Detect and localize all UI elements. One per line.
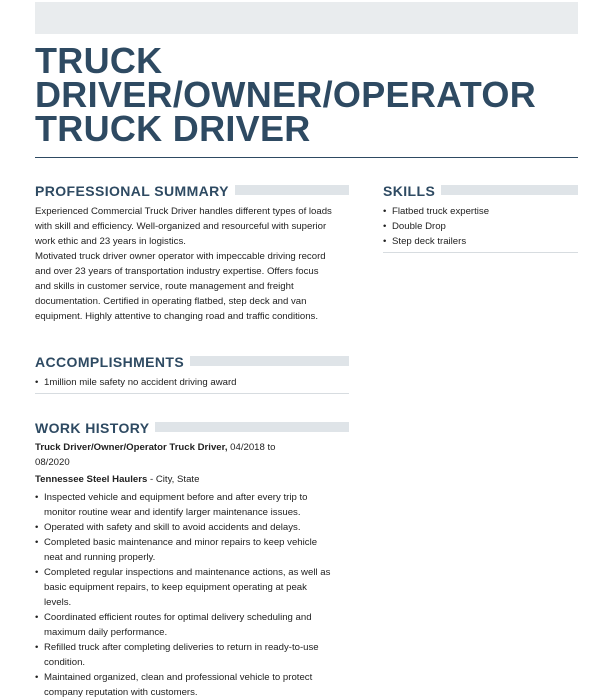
summary-line: with skill and efficiency. Well-organized and resourceful with superior — [35, 221, 327, 232]
duty-line: neat and running properly. — [44, 552, 156, 563]
summary-line: equipment. Highly attentive to changing road and traffic conditions. — [35, 311, 319, 322]
duty-item — [35, 535, 349, 565]
duty-line: basic equipment repairs, to keep equipment operating at peak — [44, 582, 307, 593]
skill-item: • Double Drop — [383, 219, 578, 234]
duty-line: company reputation with customers. — [44, 687, 198, 698]
summary-line: Experienced Commercial Truck Driver handles different types of loads — [35, 206, 332, 217]
job-dates: 04/2018 to — [227, 442, 276, 453]
skill-item: • Flatbed truck expertise — [383, 204, 578, 219]
skills-divider — [383, 252, 578, 253]
section-title: WORK HISTORY — [35, 420, 155, 436]
summary-line: Motivated truck driver owner operator with impeccable driving record — [35, 251, 326, 262]
job-position: Truck Driver/Owner/Operator Truck Driver, — [35, 442, 228, 453]
name-divider — [35, 157, 578, 158]
skills-section — [383, 183, 578, 253]
duty-item — [35, 640, 349, 670]
section-title: SKILLS — [383, 183, 441, 199]
job-title-line — [35, 440, 349, 470]
duty-line: Operated with safety and skill to avoid accidents and delays. — [44, 522, 301, 533]
employer-line — [35, 472, 349, 487]
section-bar — [151, 422, 349, 432]
section-title: PROFESSIONAL SUMMARY — [35, 183, 235, 199]
duty-item — [35, 520, 349, 535]
name-line-3: TRUCK DRIVER — [35, 108, 311, 149]
job-dates-end: 08/2020 — [35, 457, 70, 468]
summary-line: work ethic and 23 years in logistics. — [35, 236, 186, 247]
section-title: ACCOMPLISHMENTS — [35, 354, 190, 370]
skill-item: • Step deck trailers — [383, 234, 578, 249]
header-bar — [35, 2, 578, 34]
section-bar — [185, 356, 349, 366]
summary-line: and skills in customer service, route management and freight — [35, 281, 294, 292]
accomplishments-divider — [35, 393, 349, 394]
duty-line: Maintained organized, clean and professional vehicle to protect — [44, 672, 313, 683]
duty-line: Refilled truck after completing deliveries to return in ready-to-use — [44, 642, 319, 653]
name-line-2: DRIVER/OWNER/OPERATOR — [35, 74, 537, 115]
duty-line: maximum daily performance. — [44, 627, 168, 638]
work-history-section — [35, 420, 349, 700]
duty-item — [35, 565, 349, 610]
summary-line: and over 23 years of transportation industry expertise. Offers focus — [35, 266, 319, 277]
name-line-1: TRUCK — [35, 40, 163, 81]
professional-summary-section — [35, 183, 349, 324]
section-bar — [433, 185, 578, 195]
accomplishments-list — [35, 375, 349, 390]
accomplishments-section — [35, 354, 349, 394]
employer-location: - City, State — [147, 474, 200, 485]
candidate-name — [35, 40, 578, 149]
duty-item — [35, 610, 349, 640]
summary-text — [35, 204, 349, 324]
duty-line: condition. — [44, 657, 86, 668]
duty-item — [35, 490, 349, 520]
duty-line: Inspected vehicle and equipment before and after every trip to — [44, 492, 308, 503]
accomplishment-item: • 1million mile safety no accident driving award — [35, 375, 349, 390]
employer-name: Tennessee Steel Haulers — [35, 474, 148, 485]
duties-list — [35, 490, 349, 700]
duty-line: monitor routine wear and identify larger maintenance issues. — [44, 507, 301, 518]
duty-line: levels. — [44, 597, 72, 608]
summary-line: documentation. Certified in operating flatbed, step deck and van — [35, 296, 307, 307]
duty-line: Completed regular inspections and maintenance actions, as well as — [44, 567, 331, 578]
duty-line: Coordinated efficient routes for optimal delivery scheduling and — [44, 612, 312, 623]
duty-item — [35, 670, 349, 700]
duty-line: Completed basic maintenance and minor repairs to keep vehicle — [44, 537, 318, 548]
skills-list — [383, 204, 578, 249]
